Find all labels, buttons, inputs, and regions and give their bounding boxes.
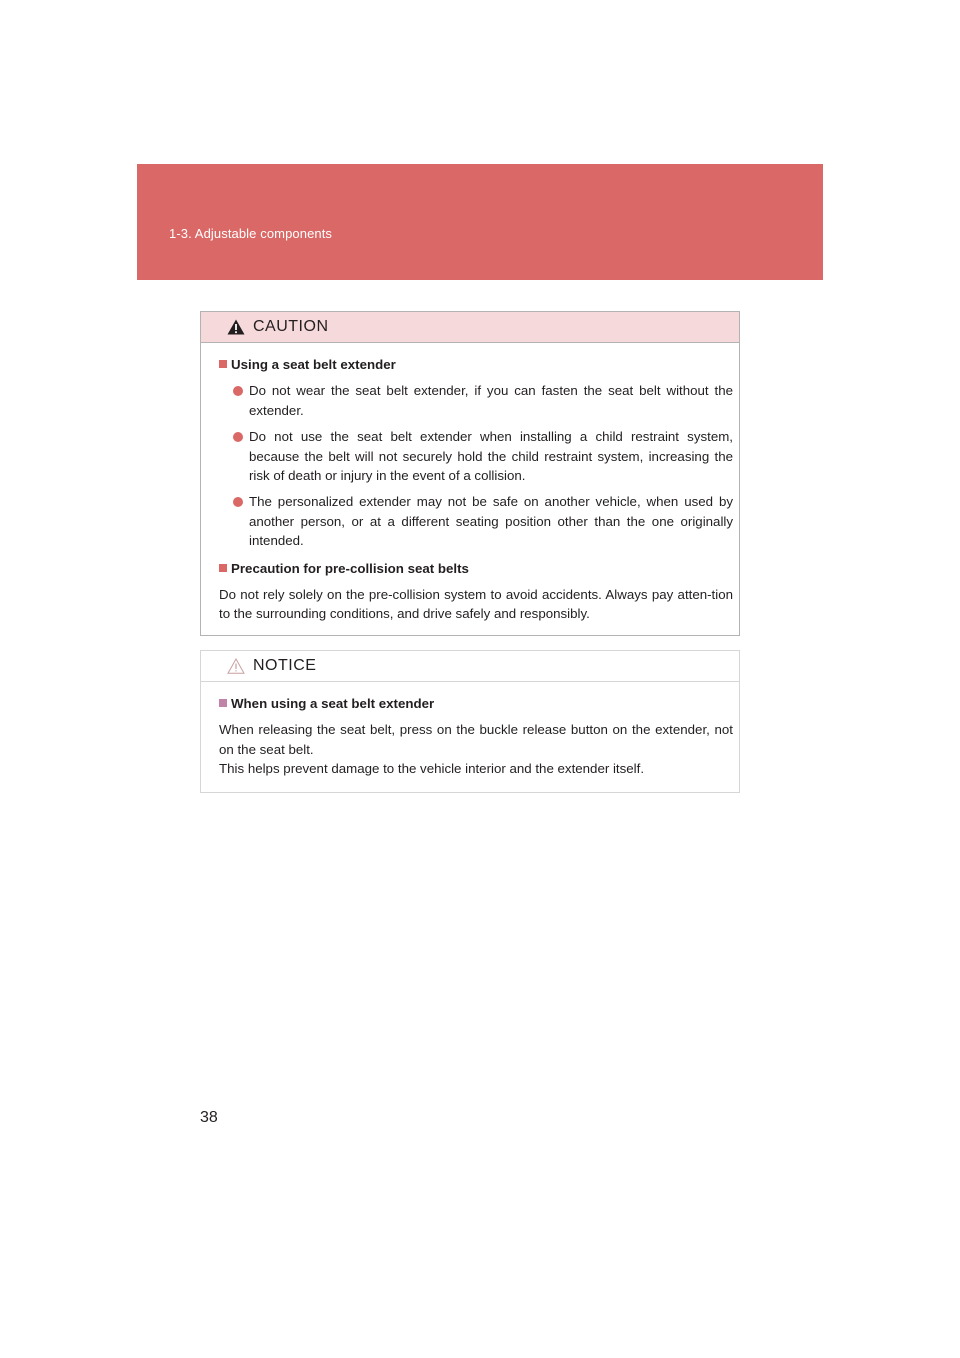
square-bullet-icon [219,699,227,707]
caution-bullet: The personalized extender may not be safe on another vehicle, when used by another person, or at a different seating position other than the one originally intended. [219,492,733,550]
warning-icon [227,319,245,335]
notice-label: NOTICE [253,657,317,674]
caution-box [200,311,740,636]
circle-bullet-icon [233,386,243,396]
notice-paragraph-2: This helps prevent damage to the vehicle interior and the extender itself. [219,761,645,777]
section-title: 1-3. Adjustable components [169,226,333,241]
caution-bullet: Do not wear the seat belt extender, if you can fasten the seat belt without the extender. [219,381,733,420]
warning-outline-icon [227,658,245,674]
square-bullet-icon [219,360,227,368]
caution-heading-precollision: Precaution for pre-collision seat belts [219,559,733,578]
caution-label: CAUTION [253,318,329,335]
square-bullet-icon [219,564,227,572]
header-band [137,164,823,280]
notice-header [201,651,739,682]
caution-header [201,312,739,343]
caution-paragraph: Do not rely solely on the pre-collision system to avoid accidents. Always pay atten-tion to the surrounding conditions, and drive safely and responsibly. [219,587,733,622]
caution-bullet: Do not use the seat belt extender when installing a child restraint system, because the belt will not securely hold the child restraint system, increasing the risk of death or injury in the event of a collision. [219,427,733,485]
circle-bullet-icon [233,497,243,507]
notice-heading: When using a seat belt extender [219,694,733,713]
page-number: 38 [200,1109,218,1126]
notice-box [200,650,740,793]
notice-paragraph-1: When releasing the seat belt, press on the buckle release button on the extender, not on the seat belt. [219,722,733,757]
caution-heading-extender: Using a seat belt extender [219,355,733,374]
circle-bullet-icon [233,432,243,442]
